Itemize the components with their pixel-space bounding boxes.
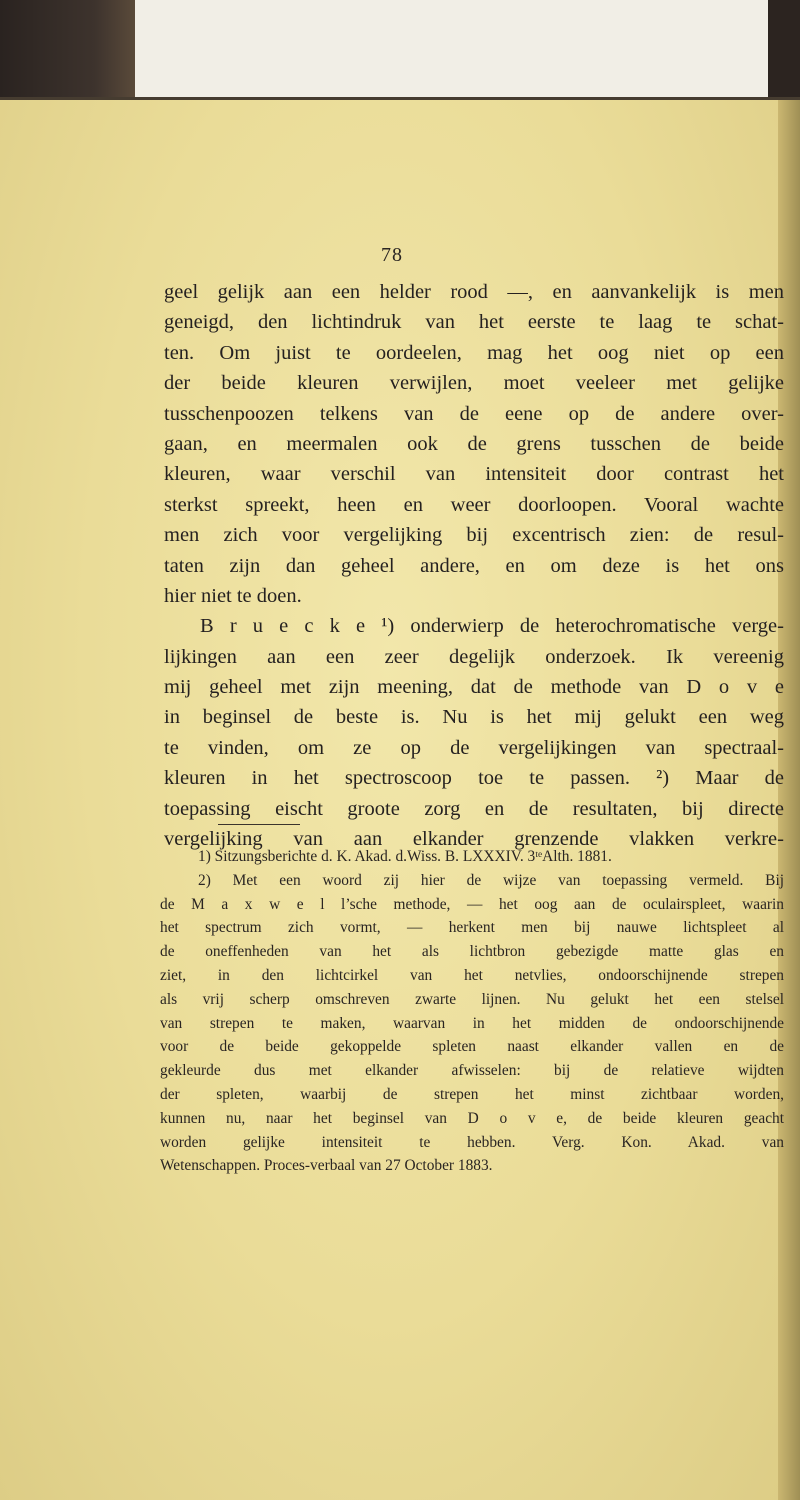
- text-line: toepassing eischt groote zorg en de resultaten, bij directe: [164, 797, 784, 820]
- footnote-line: de oneffenheden van het als lichtbron gebezigde matte glas en: [160, 943, 784, 961]
- text-line: kleuren in het spectroscoop toe te passen. ²) Maar de: [164, 767, 784, 790]
- text-line: hier niet te doen.: [164, 584, 302, 607]
- footnote-separator: [218, 824, 300, 825]
- footnote-line: gekleurde dus met elkander afwisselen: bij de relatieve wijdten: [160, 1062, 784, 1080]
- text-line: ten. Om juist te oordeelen, mag het oog niet op een: [164, 341, 784, 364]
- scanner-background: [0, 0, 800, 100]
- scanner-edge-left: [0, 0, 135, 100]
- scanner-edge-right: [768, 0, 800, 110]
- text-line: tusschenpoozen telkens van de eene op de andere over-: [164, 402, 784, 425]
- footnote-line: voor de beide gekoppelde spleten naast elkander vallen en de: [160, 1038, 784, 1056]
- footnote-line: als vrij scherp omschreven zwarte lijnen. Nu gelukt het een stelsel: [160, 990, 784, 1008]
- footnote-line: de M a x w e l l’sche methode, — het oog aan de oculairspleet, waarin: [160, 895, 784, 913]
- main-text: [164, 277, 784, 854]
- text-line: geneigd, den lichtindruk van het eerste te laag te schat-: [164, 311, 784, 334]
- page-number: 78: [381, 244, 403, 266]
- text-line: mij geheel met zijn meening, dat de methode van D o v e: [164, 676, 784, 699]
- text-line: geel gelijk aan een helder rood —, en aanvankelijk is men: [164, 281, 784, 303]
- text-line: te vinden, om ze op de vergelijkingen van spectraal-: [164, 736, 784, 759]
- footnotes: [160, 845, 784, 1178]
- footnote-line: worden gelijke intensiteit te hebben. Verg. Kon. Akad. van: [160, 1133, 784, 1151]
- text-line: der beide kleuren verwijlen, moet veeleer met gelijke: [164, 372, 784, 395]
- footnote-line: 2) Met een woord zij hier de wijze van toepassing vermeld. Bij: [198, 871, 784, 889]
- footnote-line: der spleten, waarbij de strepen het minst zichtbaar worden,: [160, 1085, 784, 1103]
- footnote-line: kunnen nu, naar het beginsel van D o v e, de beide kleuren geacht: [160, 1109, 784, 1127]
- text-line: taten zijn dan geheel andere, en om deze is het ons: [164, 554, 784, 577]
- text-line: men zich voor vergelijking bij excentrisch zien: de resul-: [164, 524, 784, 547]
- footnote-line: het spectrum zich vormt, — herkent men bij nauwe lichtspleet al: [160, 919, 784, 937]
- text-line: B r u e c k e ¹) onderwierp de heterochromatische verge-: [200, 615, 784, 638]
- text-line: in beginsel de beste is. Nu is het mij gelukt een weg: [164, 706, 784, 729]
- footnote-line: ziet, in den lichtcirkel van het netvlies, ondoorschijnende strepen: [160, 966, 784, 984]
- text-line: kleuren, waar verschil van intensiteit door contrast het: [164, 463, 784, 486]
- footnote-line: 1) Sitzungsberichte d. K. Akad. d.Wiss. B. LXXXIV. 3ᵗᵉAlth. 1881.: [198, 848, 612, 865]
- text-line: sterkst spreekt, heen en weer doorloopen. Vooral wachte: [164, 493, 784, 516]
- footnote-line: Wetenschappen. Proces-verbaal van 27 October 1883.: [160, 1157, 493, 1175]
- text-line: gaan, en meermalen ook de grens tusschen de beide: [164, 432, 784, 455]
- text-line: lijkingen aan een zeer degelijk onderzoek. Ik vereenig: [164, 645, 784, 668]
- footnote-line: van strepen te maken, waarvan in het midden de ondoorschijnende: [160, 1014, 784, 1032]
- text-line: vergelijking van aan elkander grenzende vlakken verkre-: [164, 828, 784, 851]
